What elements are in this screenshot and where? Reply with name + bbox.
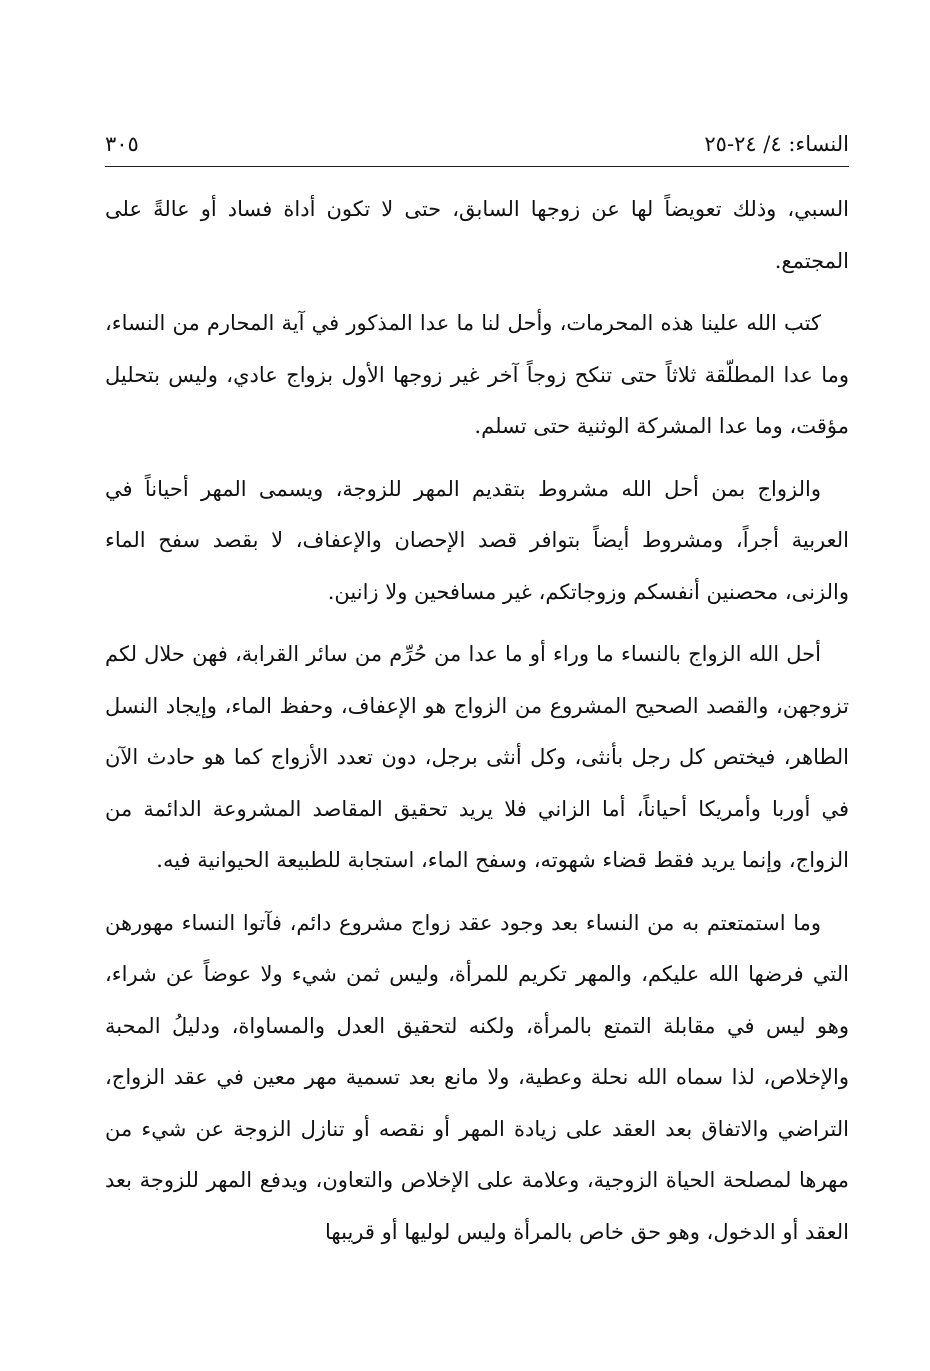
paragraph: والزواج بمن أحل الله مشروط بتقديم المهر للزوجة، ويسمى المهر أحياناً في العربية أجراً، ومشروط أيضاً بتوافر قصد الإحصان والإعفاف، لا بقصد سفح الماء والزنى، محصنين أنفسكم وزوجاتكم، غير مسافحين ولا زانين.	[105, 476, 849, 604]
paragraph: وما استمتعتم به من النساء بعد وجود عقد زواج مشروع دائم، فآتوا النساء مهورهن التي فرضها الله عليكم، والمهر تكريم للمرأة، وليس ثمن شيء ولا عوضاً عن شراء، وهو ليس في مقابلة التمتع بالمرأة، ولكنه لتحقيق العدل والمساواة، ودليلُ المحبة والإخلاص، لذا سماه الله نحلة وعطية، ولا مانع بعد تسمية مهر معين في عقد الزواج، التراضي والاتفاق بعد العقد على زيادة المهر أو نقصه أو تنازل الزوجة عن شيء من مهرها لمصلحة الحياة الزوجية، وعلامة على الإخلاص والتعاون، ويدفع المهر للزوجة بعد العقد أو الدخول، وهو حق خاص بالمرأة وليس لوليها أو قريبها	[105, 910, 849, 1244]
body-text	[105, 184, 849, 1269]
paragraph: كتب الله علينا هذه المحرمات، وأحل لنا ما عدا المذكور في آية المحارم من النساء، وما عدا المطلّقة ثلاثاً حتى تنكح زوجاً آخر غير زوجها الأول بزواج عادي، وليس بتحليل مؤقت، وما عدا المشركة الوثنية حتى تسلم.	[105, 311, 849, 438]
paragraph: السبي، وذلك تعويضاً لها عن زوجها السابق، حتى لا تكون أداة فساد أو عالةً على المجتمع.	[105, 197, 849, 273]
running-title: النساء: ٤/ ٢٤-٢٥	[704, 132, 849, 156]
page-header	[105, 128, 849, 168]
header-divider	[105, 166, 849, 167]
paragraph: أحل الله الزواج بالنساء ما وراء أو ما عدا من حُرِّم من سائر القرابة، فهن حلال لكم تزوجهن، والقصد الصحيح المشروع من الزواج هو الإعفاف، وحفظ الماء، وإيجاد النسل الطاهر، فيختص كل رجل بأنثى، وكل أنثى برجل، دون تعدد الأزواج كما هو حادث الآن في أوربا وأمريكا أحياناً، أما الزاني فلا يريد تحقيق المقاصد المشروعة الدائمة من الزواج، وإنما يريد فقط قضاء شهوته، وسفح الماء، استجابة للطبيعة الحيوانية فيه.	[105, 642, 849, 872]
page-number: ٣٠٥	[105, 132, 139, 156]
